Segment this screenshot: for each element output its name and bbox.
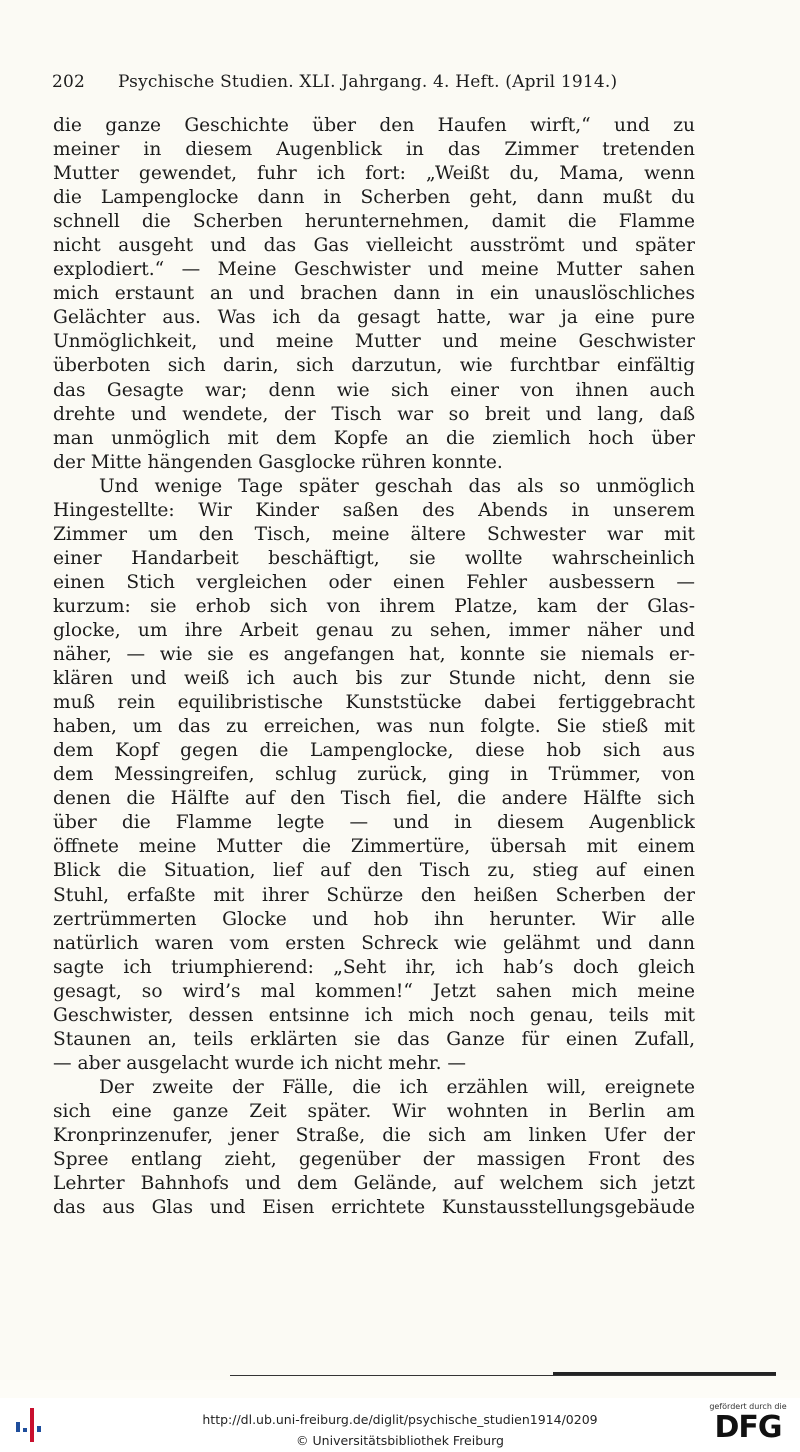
text-line: denen die Hälfte auf den Tisch fiel, die andere Hälfte sich: [53, 788, 695, 810]
text-line: meiner in diesem Augenblick in das Zimmer tretenden: [53, 139, 695, 161]
text-line: kurzum: sie erhob sich von ihrem Platze, kam der Glas-: [53, 595, 695, 617]
text-line: nicht ausgeht und das Gas vielleicht ausströmt und später: [53, 235, 695, 257]
text-line: Staunen an, teils erklärten sie das Ganze für einen Zufall,: [53, 1028, 695, 1050]
text-line: zertrümmerten Glocke und hob ihn herunter. Wir alle: [53, 908, 695, 930]
viewer-footer: [0, 1398, 800, 1452]
text-line: drehte und wendete, der Tisch war so breit und lang, daß: [53, 403, 695, 425]
text-line: muß rein equilibristische Kunststücke dabei fertiggebracht: [53, 692, 695, 714]
text-line: Geschwister, dessen entsinne ich mich noch genau, teils mit: [53, 1004, 695, 1026]
text-line: haben, um das zu erreichen, was nun folgte. Sie stieß mit: [53, 716, 695, 738]
text-line: sich eine ganze Zeit später. Wir wohnten in Berlin am: [53, 1100, 695, 1122]
text-line: Lehrter Bahnhofs und dem Gelände, auf welchem sich jetzt: [53, 1173, 695, 1195]
text-line: die ganze Geschichte über den Haufen wirft,“ und zu: [53, 115, 695, 136]
dfg-funding-badge: [700, 1402, 796, 1450]
body-text: [53, 114, 695, 1220]
text-line: Zimmer um den Tisch, meine ältere Schwester war mit: [53, 523, 695, 545]
page-edge-rule: [230, 1375, 776, 1376]
text-line: über die Flamme legte — und in diesem Augenblick: [53, 812, 695, 834]
text-line: sagte ich triumphierend: „Seht ihr, ich hab’s doch gleich: [53, 956, 695, 978]
dfg-logo: DFG: [714, 1410, 782, 1445]
text-line: — aber ausgelacht wurde ich nicht mehr. —: [53, 1052, 467, 1074]
text-line: einen Stich vergleichen oder einen Fehler ausbessern —: [53, 571, 695, 593]
page-number: 202: [52, 72, 86, 92]
text-line: klären und weiß ich auch bis zur Stunde nicht, denn sie: [53, 668, 695, 690]
dfg-funding-note: gefördert durch die: [709, 1402, 787, 1411]
text-line: einer Handarbeit beschäftigt, sie wollte wahrscheinlich: [53, 547, 695, 569]
text-line: glocke, um ihre Arbeit genau zu sehen, immer näher und: [53, 619, 695, 641]
text-line: Stuhl, erfaßte mit ihrer Schürze den heißen Scherben der: [53, 884, 695, 906]
text-line: dem Kopf gegen die Lampenglocke, diese hob sich aus: [53, 740, 695, 762]
text-line: Gelächter aus. Was ich da gesagt hatte, war ja eine pure: [53, 307, 695, 329]
text-line: Hingestellte: Wir Kinder saßen des Abends in unserem: [53, 499, 695, 521]
text-line: das aus Glas und Eisen errichtete Kunstausstellungsgebäude: [53, 1197, 695, 1219]
text-line: Unmöglichkeit, und meine Mutter und meine Geschwister: [53, 331, 695, 353]
source-url-link[interactable]: http://dl.ub.uni-freiburg.de/diglit/psychische_studien1914/0209: [202, 1412, 598, 1427]
text-line: man unmöglich mit dem Kopfe an die ziemlich hoch über: [53, 427, 695, 449]
text-line: mich erstaunt an und brachen dann in ein unauslöschliches: [53, 283, 695, 305]
text-line: Blick die Situation, lief auf den Tisch zu, stieg auf einen: [53, 860, 695, 882]
text-line: Und wenige Tage später geschah das als so unmöglich: [99, 475, 695, 497]
text-line: Spree entlang zieht, gegenüber der massigen Front des: [53, 1149, 695, 1171]
text-line: öffnete meine Mutter die Zimmertüre, übersah mit einem: [53, 836, 695, 858]
text-line: schnell die Scherben herunternehmen, damit die Flamme: [53, 211, 695, 233]
text-line: gesagt, so wird’s mal kommen!“ Jetzt sahen mich meine: [53, 980, 695, 1002]
running-title: Psychische Studien. XLI. Jahrgang. 4. Heft. (April 1914.): [118, 72, 618, 92]
text-line: Mutter gewendet, fuhr ich fort: „Weißt du, Mama, wenn: [53, 163, 695, 185]
text-line: Der zweite der Fälle, die ich erzählen will, ereignete: [99, 1076, 695, 1098]
text-line: Kronprinzenufer, jener Straße, die sich am linken Ufer der: [53, 1124, 695, 1146]
text-line: explodiert.“ — Meine Geschwister und meine Mutter sahen: [53, 259, 695, 281]
text-line: natürlich waren vom ersten Schreck wie gelähmt und dann: [53, 932, 695, 954]
text-line: der Mitte hängenden Gasglocke rühren konnte.: [53, 451, 503, 473]
text-line: das Gesagte war; denn wie sich einer von ihnen auch: [53, 379, 695, 401]
text-line: überboten sich darin, sich darzutun, wie furchtbar einfältig: [53, 355, 695, 377]
text-line: näher, — wie sie es angefangen hat, konnte sie niemals er-: [53, 644, 695, 666]
copyright-notice: © Universitätsbibliothek Freiburg: [296, 1433, 504, 1448]
text-line: dem Messingreifen, schlug zurück, ging in Trümmer, von: [53, 764, 695, 786]
text-line: die Lampenglocke dann in Scherben geht, dann mußt du: [53, 187, 695, 209]
